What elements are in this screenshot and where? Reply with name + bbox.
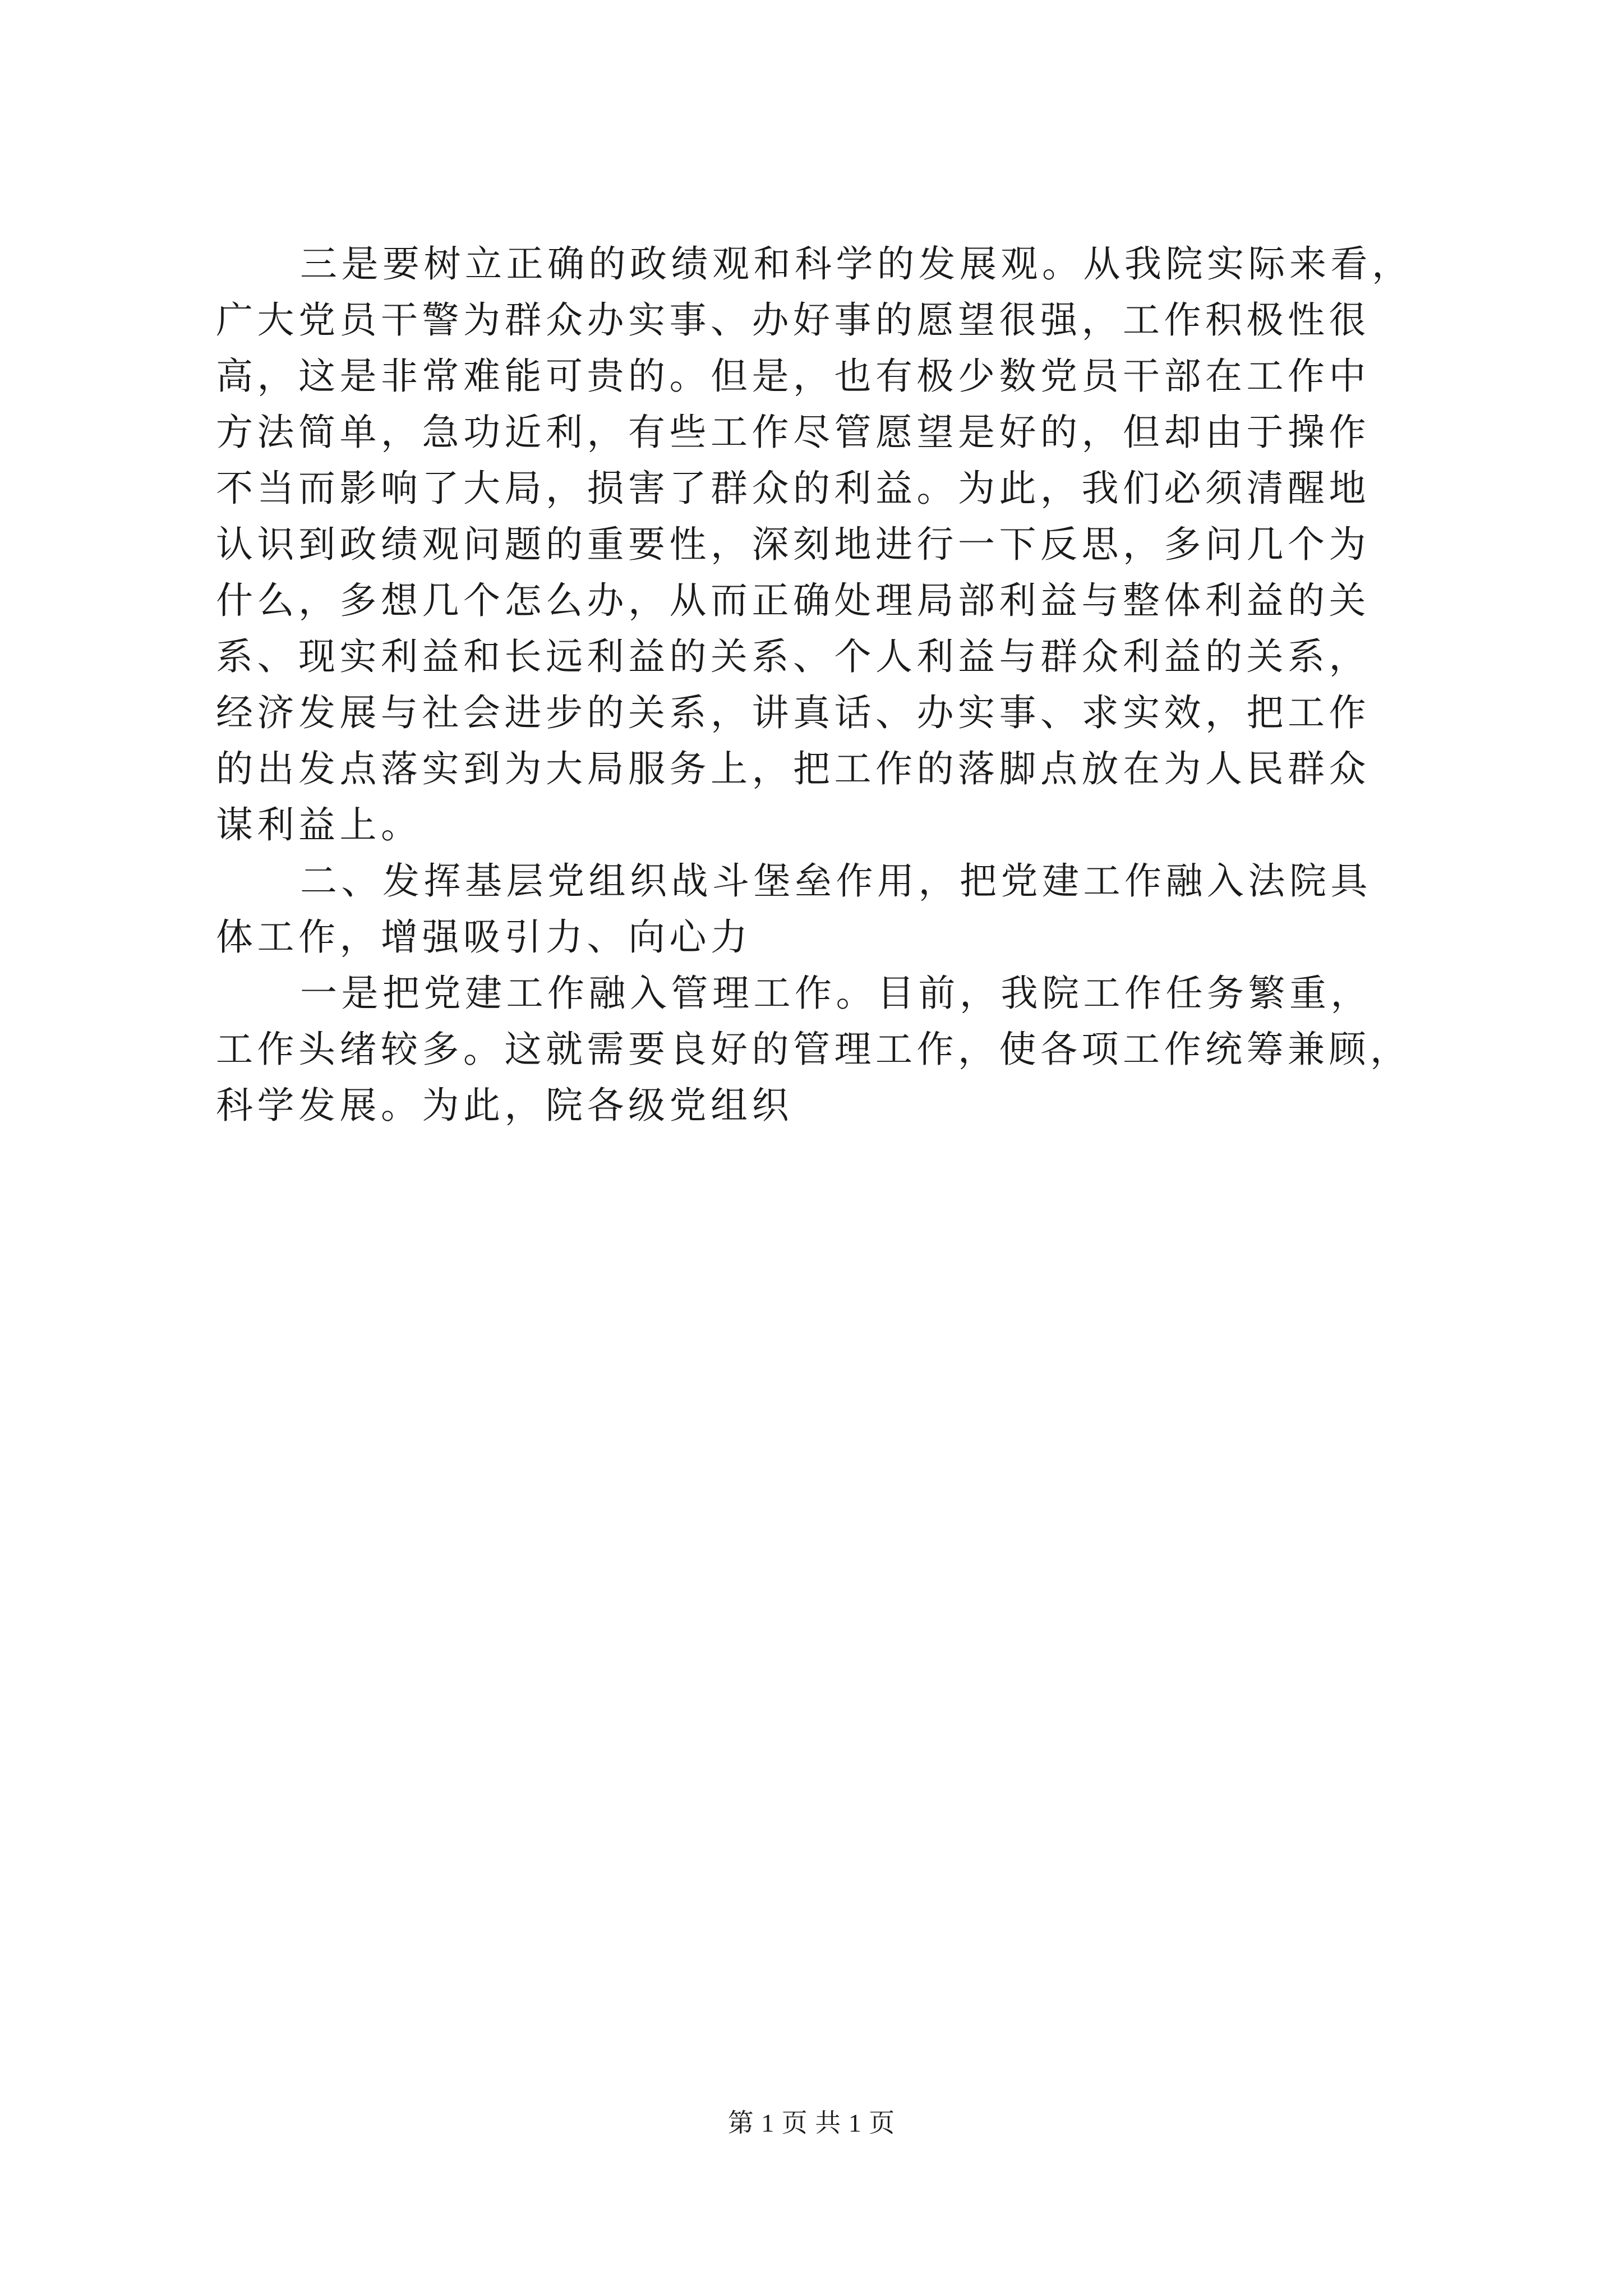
paragraph-line: 认识到政绩观问题的重要性，深刻地进行一下反思，多问几个为 [216,523,1370,566]
paragraph-line: 什么，多想几个怎么办，从而正确处理局部利益与整体利益的关 [216,579,1370,622]
paragraph-line: 谋利益上。 [216,803,422,846]
paragraph-line: 一是把党建工作融入管理工作。目前，我院工作任务繁重， [300,972,1372,1015]
page-number-footer: 第 1 页 共 1 页 [727,2109,896,2137]
section-heading-line: 二、发挥基层党组织战斗堡垒作用，把党建工作融入法院具 [300,859,1372,903]
paragraph-line: 系、现实利益和长远利益的关系、个人利益与群众利益的关系， [216,635,1370,678]
paragraph-line: 广大党员干警为群众办实事、办好事的愿望很强，工作积极性很 [216,298,1370,342]
paragraph-line: 高，这是非常难能可贵的。但是，也有极少数党员干部在工作中 [216,355,1370,398]
section-heading-line: 体工作，增强吸引力、向心力 [216,915,752,959]
paragraph-line: 方法简单，急功近利，有些工作尽管愿望是好的，但却由于操作 [216,411,1370,454]
paragraph-line: 工作头绪较多。这就需要良好的管理工作，使各项工作统筹兼顾， [216,1028,1412,1071]
paragraph-line: 经济发展与社会进步的关系，讲真话、办实事、求实效，把工作 [216,691,1370,734]
paragraph-line: 三是要树立正确的政绩观和科学的发展观。从我院实际来看， [300,242,1413,286]
paragraph-line: 科学发展。为此，院各级党组织 [216,1084,793,1127]
paragraph-line: 的出发点落实到为大局服务上，把工作的落脚点放在为人民群众 [216,747,1370,790]
paragraph-line: 不当而影响了大局，损害了群众的利益。为此，我们必须清醒地 [216,467,1370,510]
